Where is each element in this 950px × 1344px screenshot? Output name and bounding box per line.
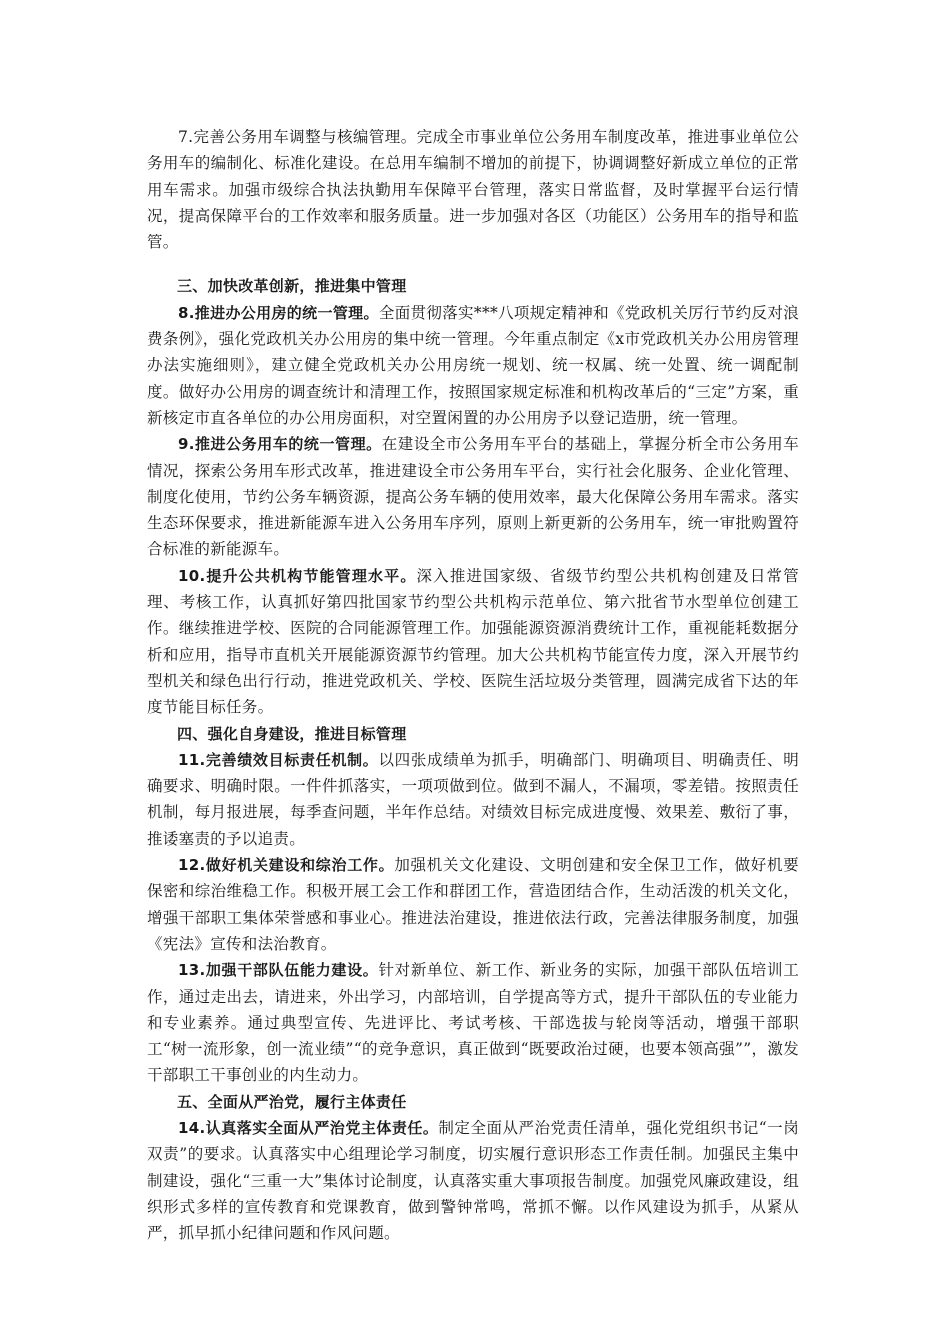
paragraph-9-body: 在建设全市公务用车平台的基础上，掌握分析全市公务用车情况，探索公务用车形式改革，推进建设全市公务用车平台，实行社会化服务、企业化管理、制度化使用，节约公务车辆资源，提高公务车辆的使用效率，最大化保障公务用车需求。落实生态环保要求，推进新能源车进入公务用车序列，原则上新更新的公务用车，统一审批购置符合标准的新能源车。 <box>147 435 799 559</box>
section-heading-4: 四、强化自身建设，推进目标管理 <box>177 724 407 743</box>
paragraph-11-lead: 11.完善绩效目标责任机制。 <box>178 750 379 769</box>
paragraph-10-lead: 10.提升公共机构节能管理水平。 <box>178 566 417 585</box>
paragraph-14-lead: 14.认真落实全面从严治党主体责任。 <box>178 1118 439 1137</box>
paragraph-8 <box>147 300 799 431</box>
paragraph-12-lead: 12.做好机关建设和综治工作。 <box>178 856 395 875</box>
section-heading-5: 五、全面从严治党，履行主体责任 <box>177 1092 407 1111</box>
document-body <box>147 124 799 1246</box>
paragraph-12 <box>147 852 799 957</box>
paragraph-8-body: 全面贯彻落实***八项规定精神和《党政机关厉行节约反对浪费条例》，强化党政机关办公用房的集中统一管理。今年重点制定《x市党政机关办公用房管理办法实施细则》，建立健全党政机关办公用房统一规划、统一权属、统一处置、统一调配制度。做好办公用房的调查统计和清理工作，按照国家规定标准和机构改革后的“三定”方案，重新核定市直各单位的办公用房面积，对空置闲置的办公用房予以登记造册，统一管理。 <box>147 303 799 427</box>
paragraph-11 <box>147 747 799 852</box>
paragraph-12-body: 加强机关文化建设、文明创建和安全保卫工作，做好机要保密和综治维稳工作。积极开展工会工作和群团工作，营造团结合作，生动活泼的机关文化，增强干部职工集体荣誉感和事业心。推进法治建设，推进依法行政，完善法律服务制度，加强《宪法》宣传和法治教育。 <box>147 856 799 953</box>
paragraph-13 <box>147 957 799 1088</box>
paragraph-10 <box>147 563 799 721</box>
section-heading-3: 三、加快改革创新，推进集中管理 <box>177 277 407 296</box>
paragraph-10-body: 深入推进国家级、省级节约型公共机构创建及日常管理、考核工作，认真抓好第四批国家节约型公共机构示范单位、第六批省节水型单位创建工作。继续推进学校、医院的合同能源管理工作。加强能源资源消费统计工作，重视能耗数据分析和应用，指导市直机关开展能源资源节约管理。加大公共机构节能宣传力度，深入开展节约型机关和绿色出行行动，推进党政机关、学校、医院生活垃圾分类管理，圆满完成省下达的年度节能目标任务。 <box>147 566 799 717</box>
paragraph-8-lead: 8.推进办公用房的统一管理。 <box>178 303 379 322</box>
paragraph-9-lead: 9.推进公务用车的统一管理。 <box>178 435 382 454</box>
paragraph-7: 7.完善公务用车调整与核编管理。完成全市事业单位公务用车制度改革，推进事业单位公务用车的编制化、标准化建设。在总用车编制不增加的前提下，协调调整好新成立单位的正常用车需求。加强市级综合执法执勤用车保障平台管理，落实日常监督，及时掌握平台运行情况，提高保障平台的工作效率和服务质量。进一步加强对各区（功能区）公务用车的指导和监管。 <box>147 128 799 252</box>
paragraph-14-body: 制定全面从严治党责任清单，强化党组织书记“一岗双责”的要求。认真落实中心组理论学习制度，切实履行意识形态工作责任制。加强民主集中制建设，强化“三重一大”集体讨论制度，认真落实重大事项报告制度。加强党风廉政建设，组织形式多样的宣传教育和党课教育，做到警钟常鸣，常抓不懈。以作风建设为抓手，从紧从严，抓早抓小纪律问题和作风问题。 <box>147 1118 799 1243</box>
paragraph-13-lead: 13.加强干部队伍能力建设。 <box>178 961 379 980</box>
paragraph-11-body: 以四张成绩单为抓手，明确部门、明确项目、明确责任、明确要求、明确时限。一件件抓落实，一项项做到位。做到不漏人，不漏项，零差错。按照责任机制，每月报进展，每季查问题，半年作总结。对绩效目标完成进度慢、效果差、敷衍了事，推诿塞责的予以追责。 <box>147 750 799 848</box>
paragraph-13-body: 针对新单位、新工作、新业务的实际，加强干部队伍培训工作，通过走出去，请进来，外出学习，内部培训，自学提高等方式，提升干部队伍的专业能力和专业素养。通过典型宣传、先进评比、考试考核、干部选拔与轮岗等活动，增强干部职工“树一流形象，创一流业绩”“的竞争意识，真正做到“既要政治过硬，也要本领高强””，激发干部职工干事创业的内生动力。 <box>147 961 799 1085</box>
paragraph-14 <box>147 1115 799 1246</box>
paragraph-9 <box>147 431 799 562</box>
